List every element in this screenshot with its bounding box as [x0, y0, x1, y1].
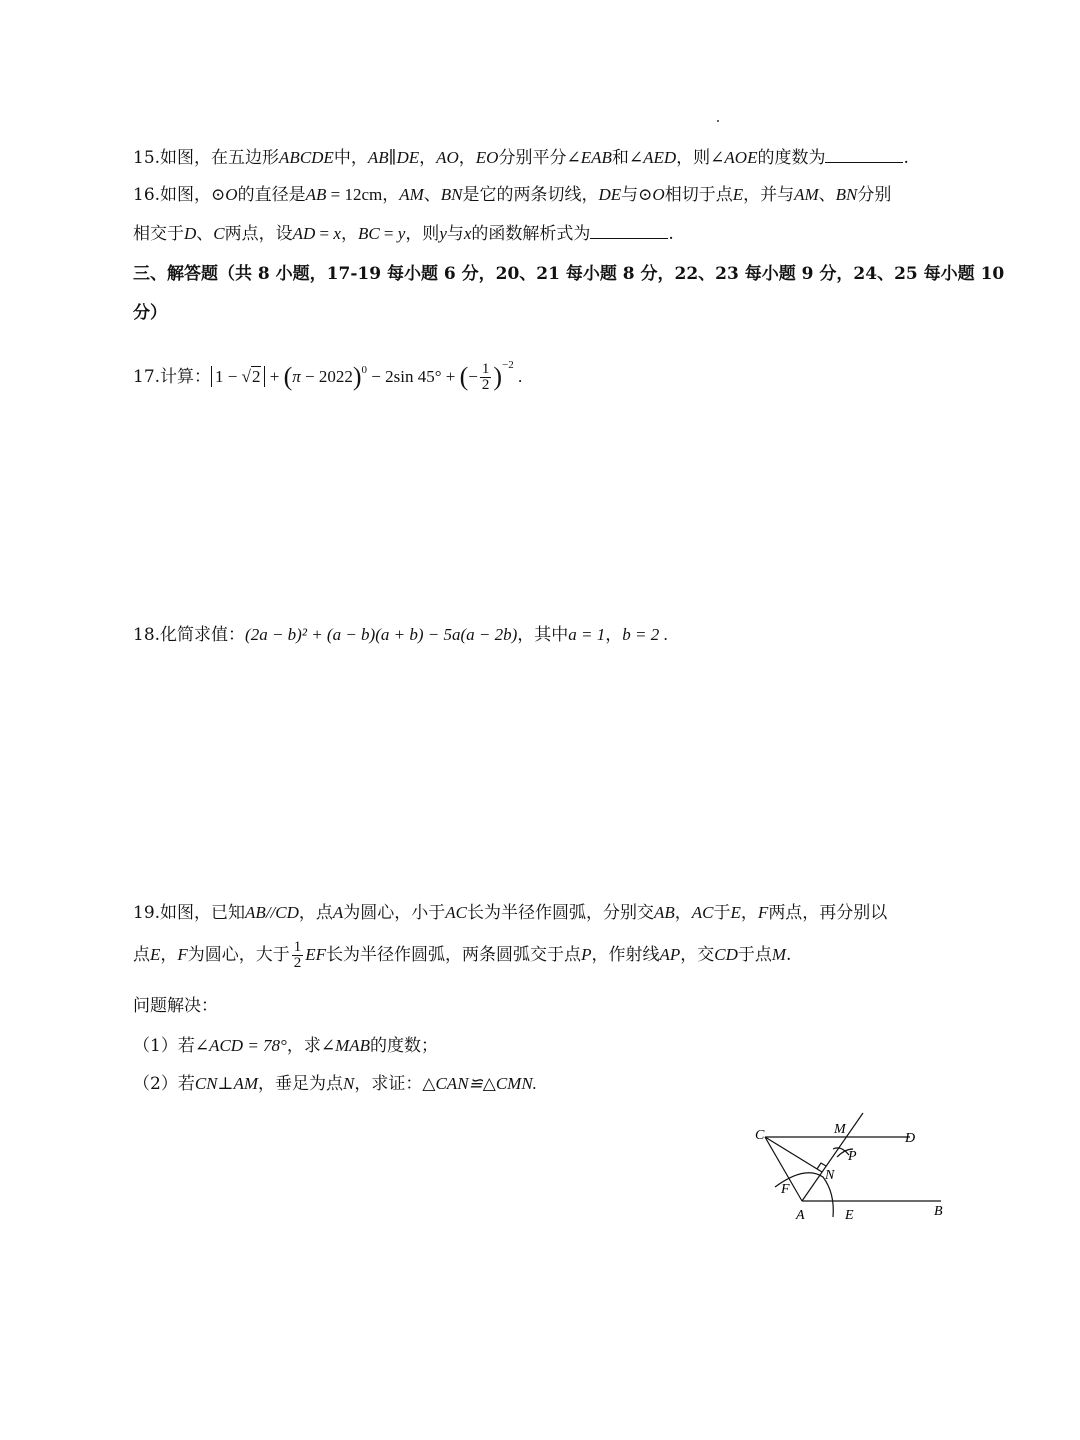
question-15	[133, 148, 909, 167]
q19-e: E	[730, 903, 741, 922]
q16-x: x	[463, 224, 472, 243]
problem-solving-label: 问题解决：	[133, 996, 218, 1016]
q19-s2-text: ，求证：	[354, 1074, 423, 1094]
q19-angle-mab: ∠MAB	[320, 1036, 371, 1055]
q19-parallel: AB//CD	[245, 903, 299, 922]
q19-text: 为圆心，小于	[343, 903, 446, 923]
q19-n: N	[343, 1074, 355, 1093]
q19-fraction	[292, 940, 304, 971]
q19-congruence: △CAN≌△CMN.	[422, 1074, 537, 1093]
q18-b-value: b = 2	[622, 625, 660, 644]
q15-text: 和	[611, 148, 629, 168]
q16-text: 分别	[857, 185, 892, 205]
fraction-denominator: 2	[293, 955, 302, 971]
q19-number: 19.	[133, 903, 161, 923]
sqrt-sign: √	[241, 367, 251, 386]
q16-text: ，则	[405, 224, 440, 244]
q15-eo: EO	[475, 148, 499, 167]
q19-a: A	[332, 903, 344, 922]
q17-label: 17.计算：	[133, 367, 212, 387]
q17-paren: )	[352, 362, 362, 391]
q15-text: 中，	[333, 148, 368, 168]
q17-pi: π	[292, 367, 301, 386]
q19-text: 长为半径作圆弧，分别交	[467, 903, 655, 923]
q17-paren: )	[493, 362, 503, 391]
q15-text: 分别平分	[498, 148, 567, 168]
label-e: E	[845, 1208, 854, 1223]
q19-s1-text: ，求	[286, 1036, 321, 1056]
q18-text: ，其中	[517, 625, 569, 645]
q16-text: 的直径是	[237, 185, 306, 205]
section-3-heading-cont	[133, 305, 167, 322]
q16-text: 与	[446, 224, 464, 244]
q19-text: ，	[674, 903, 692, 923]
q15-angle-aed: ∠AED	[628, 148, 677, 167]
q16-c: C	[213, 224, 225, 243]
segment-cn	[765, 1137, 822, 1172]
q19-subquestion-2	[133, 1075, 537, 1093]
q19-text: 如图，已知	[160, 903, 246, 923]
q17-paren: (	[283, 362, 293, 391]
q19-ap: AP	[659, 945, 681, 964]
label-a: A	[796, 1208, 805, 1223]
q17-period: .	[513, 367, 523, 386]
q16-number: 16.	[133, 185, 161, 205]
q16-bc: BC	[357, 224, 380, 243]
q19-m: M	[771, 945, 787, 964]
q17-exponent-neg2: −2	[502, 359, 514, 371]
q15-period: .	[903, 148, 909, 168]
q15-ao: AO	[436, 148, 459, 167]
q19-cd: CD	[714, 945, 738, 964]
q16-text: 的函数解析式为	[471, 224, 591, 244]
q16-text: 两点，设	[224, 224, 293, 244]
q19-text: 点	[133, 945, 150, 965]
q16-de: DE	[598, 185, 622, 204]
q15-text: ，	[419, 148, 437, 168]
q19-ab: AB	[654, 903, 675, 922]
q17-negative: −	[468, 367, 478, 386]
q16-o: O	[225, 185, 238, 204]
geometry-figure	[745, 1105, 955, 1225]
q16-bn: BN	[440, 185, 463, 204]
q18-text: ，	[605, 625, 623, 645]
q17-absolute-value	[211, 366, 265, 387]
q19-text: 于点	[737, 945, 772, 965]
q16-text: 相切于点	[664, 185, 733, 205]
q16-o: O	[652, 185, 665, 204]
label-p: P	[848, 1149, 857, 1164]
q19-s1-text: （1）若	[133, 1036, 195, 1056]
q19-f: F	[177, 945, 188, 964]
q17-sqrt	[242, 368, 262, 385]
q19-perpendicular: CN⊥AM	[194, 1074, 259, 1093]
q15-number: 15.	[133, 148, 161, 168]
q16-ad: AD	[292, 224, 316, 243]
q16-text: 是它的两条切线，	[462, 185, 599, 205]
q16-text: ，	[340, 224, 358, 244]
q17-one: 1 −	[215, 367, 242, 386]
label-c: C	[755, 1128, 765, 1143]
q15-angle-eab: ∠EAB	[566, 148, 612, 167]
answer-blank[interactable]	[825, 148, 903, 163]
fraction-numerator: 1	[293, 939, 302, 955]
q19-ef: EF	[305, 945, 327, 964]
q17-exponent-0: 0	[361, 364, 368, 376]
q19-text: 两点，再分别以	[768, 903, 888, 923]
q19-ac: AC	[691, 903, 714, 922]
q15-text: ，	[458, 148, 476, 168]
q16-text: 相交于	[133, 224, 184, 244]
section-3-heading-line-1: 三、解答题（共 8 小题，17-19 每小题 6 分，20、21 每小题 8 分，22、23 每小题 9 分，24、25 每小题 10	[133, 264, 1005, 284]
question-19-line-1	[133, 904, 887, 922]
q19-ac: AC	[445, 903, 468, 922]
q15-text: 如图，在五边形	[160, 148, 280, 168]
label-d: D	[905, 1131, 916, 1146]
label-f: F	[781, 1182, 790, 1197]
q19-text: 为圆心，大于	[187, 945, 290, 965]
label-n: N	[825, 1168, 835, 1183]
q16-y: y	[397, 224, 406, 243]
q16-text: ，并与	[743, 185, 795, 205]
q16-equals: =	[315, 224, 334, 243]
stray-dot	[717, 120, 719, 122]
q19-angle-acd: ∠ACD = 78°	[194, 1036, 287, 1055]
q19-subquestion-1	[133, 1037, 438, 1055]
q15-text: 的度数为	[757, 148, 826, 168]
answer-blank[interactable]	[590, 224, 668, 239]
q16-d: D	[184, 224, 197, 243]
q15-text: ，则	[676, 148, 711, 168]
q19-problem-label	[133, 998, 218, 1015]
q19-s1-text: 的度数；	[370, 1036, 439, 1056]
q17-paren: (	[459, 362, 469, 391]
q16-text: 如图，	[160, 185, 212, 205]
q19-text: ，点	[298, 903, 333, 923]
circle-symbol: ⊙	[638, 185, 653, 205]
q19-s2-text: ，垂足为点	[258, 1074, 344, 1094]
q16-y: y	[439, 224, 447, 243]
q19-text: 长为半径作圆弧，两条圆弧交于点	[326, 945, 582, 965]
q16-period: .	[668, 224, 674, 244]
q16-x: x	[333, 224, 341, 243]
q15-parallel: AB∥DE	[367, 148, 420, 167]
q16-text: 、	[196, 224, 214, 244]
q18-period: .	[659, 625, 668, 644]
q16-text: 、	[423, 185, 441, 205]
q17-fraction	[480, 362, 492, 393]
q16-text: 、	[818, 185, 836, 205]
q19-s2-text: （2）若	[133, 1074, 195, 1094]
q19-text: 于	[713, 903, 731, 923]
q15-pentagon: ABCDE	[279, 148, 334, 167]
q19-text: ，	[160, 945, 178, 965]
q19-text: ，	[740, 903, 758, 923]
question-17	[133, 360, 522, 393]
q16-text: ，	[382, 185, 400, 205]
q17-sin-part: − 2sin 45° +	[367, 367, 460, 386]
question-16-line-1	[133, 186, 891, 204]
q17-radicand: 2	[251, 367, 261, 386]
q19-period: .	[786, 945, 792, 965]
q16-e: E	[732, 185, 744, 204]
q16-length: = 12cm	[326, 185, 383, 204]
q18-a-value: a = 1	[568, 625, 606, 644]
q16-am: AM	[794, 185, 819, 204]
fraction-numerator: 1	[481, 361, 490, 377]
q18-expression: (2a − b)² + (a − b)(a + b) − 5a(a − 2b)	[245, 625, 518, 644]
q17-plus: +	[265, 367, 284, 386]
q19-p: P	[581, 945, 592, 964]
question-18	[133, 626, 668, 644]
q16-bn: BN	[835, 185, 858, 204]
section-3-heading	[133, 266, 1004, 283]
label-b: B	[934, 1204, 943, 1219]
label-m: M	[834, 1122, 846, 1137]
fraction-denominator: 2	[481, 377, 490, 393]
circle-symbol: ⊙	[211, 185, 226, 205]
q15-angle-aoe: ∠AOE	[710, 148, 758, 167]
q16-ab: AB	[305, 185, 327, 204]
section-3-heading-line-2: 分）	[133, 303, 167, 323]
q19-text: ，交	[680, 945, 715, 965]
q19-f: F	[757, 903, 769, 922]
q19-e: E	[150, 945, 161, 964]
question-16-line-2	[133, 224, 674, 243]
q16-am: AM	[399, 185, 424, 204]
question-19-line-2	[133, 940, 791, 971]
q19-text: ，作射线	[591, 945, 660, 965]
q18-label: 18.化简求值：	[133, 625, 246, 645]
q17-2022: − 2022	[300, 367, 353, 386]
q16-text: 与	[621, 185, 639, 205]
q16-equals: =	[379, 224, 398, 243]
